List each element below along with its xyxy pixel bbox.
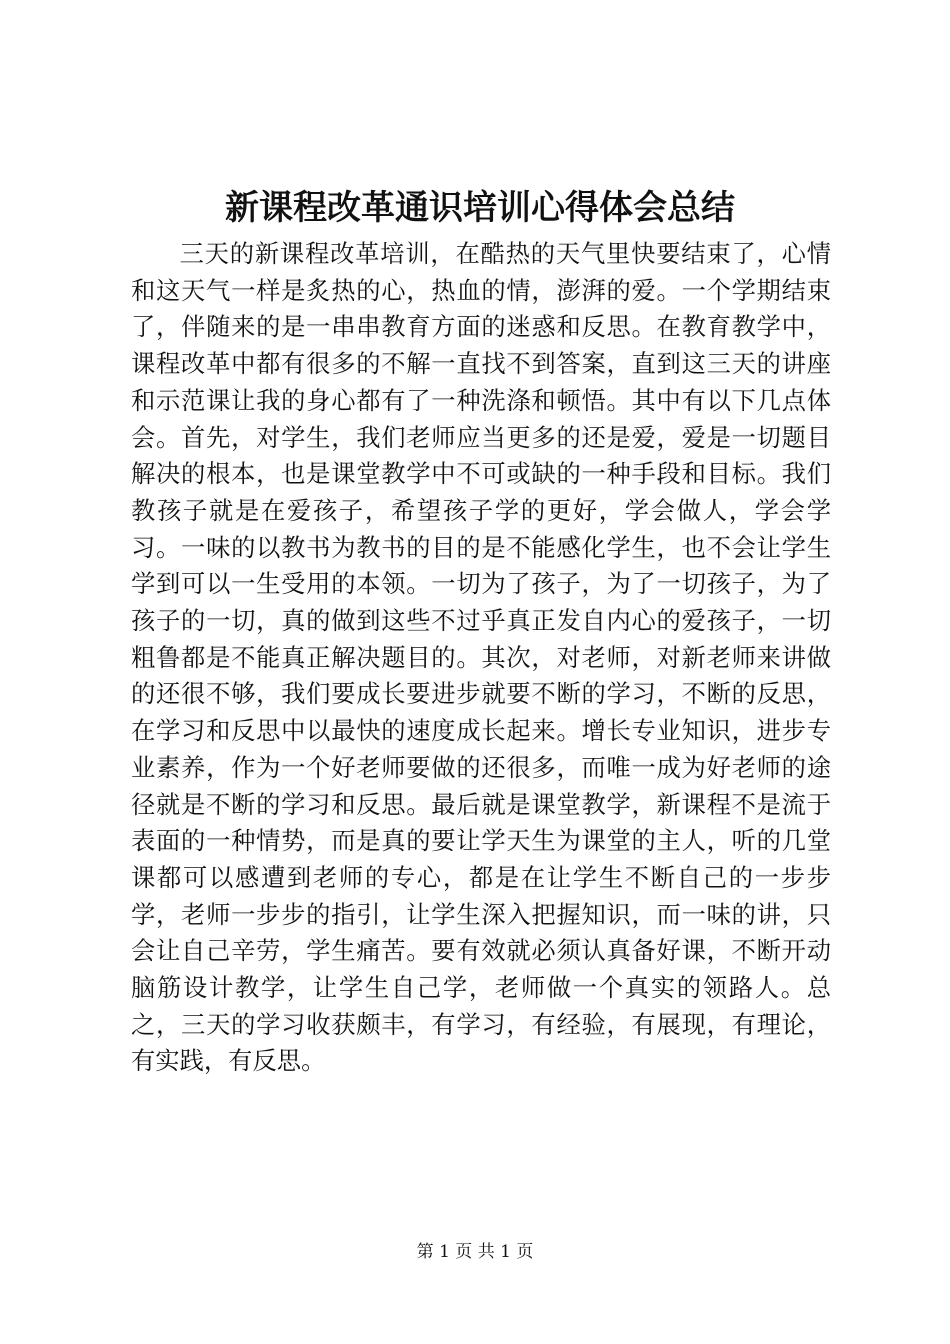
- document-body: 三天的新课程改革培训，在酷热的天气里快要结束了，心情和这天气一样是炙热的心，热血的情，澎湃的爱。一个学期结束了，伴随来的是一串串教育方面的迷惑和反思。在教育教学中，课程改革中都有很多的不解一直找不到答案，直到这三天的讲座和示范课让我的身心都有了一种洗涤和顿悟。其中有以下几点体会。首先，对学生，我们老师应当更多的还是爱，爱是一切题目解决的根本，也是课堂教学中不可或缺的一种手段和目标。我们教孩子就是在爱孩子，希望孩子学的更好，学会做人，学会学习。一味的以教书为教书的目的是不能感化学生，也不会让学生学到可以一生受用的本领。一切为了孩子，为了一切孩子，为了孩子的一切，真的做到这些不过乎真正发自内心的爱孩子，一切粗鲁都是不能真正解决题目的。其次，对老师，对新老师来讲做的还很不够，我们要成长要进步就要不断的学习，不断的反思，在学习和反思中以最快的速度成长起来。增长专业知识，进步专业素养，作为一个好老师要做的还很多，而唯一成为好老师的途径就是不断的学习和反思。最后就是课堂教学，新课程不是流于表面的一种情势，而是真的要让学天生为课堂的主人，听的几堂课都可以感遭到老师的专心，都是在让学生不断自己的一步步学，老师一步步的指引，让学生深入把握知识，而一味的讲，只会让自己辛劳，学生痛苦。要有效就必须认真备好课，不断开动脑筋设计教学，让学生自己学，老师做一个真实的领路人。总之，三天的学习收获颇丰，有学习，有经验，有展现，有理论，有实践，有反思。: [131, 239, 831, 1076]
- document-title: 新课程改革通识培训心得体会总结: [225, 188, 735, 228]
- page-footer: 第 1 页 共 1 页: [416, 1242, 534, 1262]
